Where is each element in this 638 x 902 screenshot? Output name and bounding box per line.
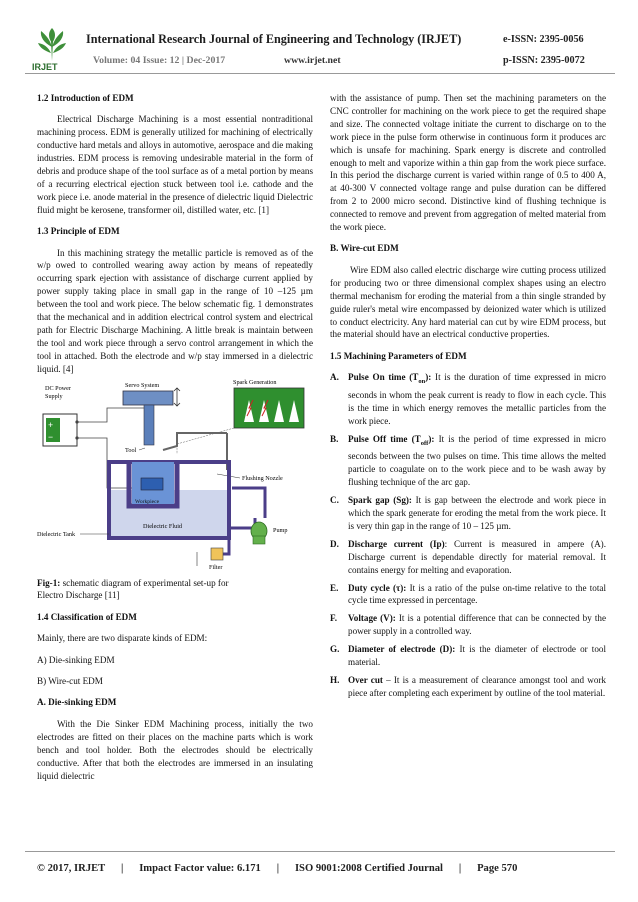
subheading-wire-cut: B. Wire-cut EDM bbox=[330, 243, 399, 254]
param-item-duty-cycle: E. Duty cycle (τ): It is a ratio of the pulse on-time relative to the total cycle time expressed in percentage. bbox=[330, 582, 606, 606]
journal-website[interactable]: www.irjet.net bbox=[284, 55, 341, 66]
param-item-voltage: F. Voltage (V): It is a potential difference that can be connected by the power supply in a controlled way. bbox=[330, 613, 606, 637]
label-dielectric-fluid: Dielectric Fluid bbox=[143, 522, 183, 530]
paragraph-wire-cut: Wire EDM also called electric discharge wire cutting process utilized for producing two or three dimensional complex shapes using an electro thermal mechanism for eroding the material from a thin single stranded by guide ruler's metal wire encompassed by deionized water which is utilized to conduct electricity. Any hard material can cut by wire EDM process, but the material should have an electrical conductive properties. bbox=[330, 264, 606, 340]
journal-title: International Research Journal of Engineering and Technology (IRJET) bbox=[86, 32, 462, 46]
pissn: p-ISSN: 2395-0072 bbox=[503, 55, 585, 66]
irjet-logo-icon bbox=[34, 27, 70, 63]
footer-impact-factor: Impact Factor value: 6.171 bbox=[139, 863, 261, 874]
section-heading-1-5: 1.5 Machining Parameters of EDM bbox=[330, 350, 467, 361]
param-item-pulse-on: A. Pulse On time $(T_{on})$: It is the duration of time expressed in micro seconds in whom the peak current is ready to flow in each cycle. This is the time in which energy removes the metallic particles from the work piece. bbox=[330, 372, 606, 426]
label-supply: Supply bbox=[45, 392, 63, 400]
figure-caption-label: Fig-1: bbox=[37, 577, 61, 588]
param-item-diameter: G. Diameter of electrode (D): It is the diameter of electrode or tool material. bbox=[330, 644, 607, 668]
logo-text: IRJET bbox=[32, 62, 58, 72]
param-item-discharge-current: D. Discharge current (Ip): Current is measured in ampere (A). Discharge current is dependable directly for material removal. It contains energy for melting and evaporation. bbox=[330, 538, 606, 575]
label-spark-generation: Spark Generation bbox=[233, 378, 277, 386]
subheading-die-sinking: A. Die-sinking EDM bbox=[37, 697, 117, 708]
paragraph-classification: Mainly, there are two disparate kinds of EDM: bbox=[37, 633, 208, 644]
section-heading-1-2: 1.2 Introduction of EDM bbox=[37, 93, 134, 103]
paragraph-die-sinking-cont: with the assistance of pump. Then set the machining parameters on the CNC controller for machining on the work piece to get the required shape and size. The connected voltage initiate the current to discharge on to the work piece in the pulse form otherwise in continuous form it produces arc which is unsafe for machining. Spark energy is discrete and controlled enough to melt and vaporize within a thin gap from the work piece surface. In this period the discharge current is varied within range of 0.5 to 400 A, at 40-300 V connected voltage range and pulse duration can be differed from 2 to 2000 micro second. Distinctive kind of flushing technique is connected to remove and prevent from aggregation of melted material from the work piece. bbox=[330, 93, 606, 233]
left-column bbox=[37, 92, 313, 782]
section-heading-1-4: 1.4 Classification of EDM bbox=[37, 611, 137, 622]
eissn: e-ISSN: 2395-0056 bbox=[503, 34, 584, 45]
header-rule bbox=[25, 73, 615, 74]
label-pump: Pump bbox=[273, 526, 288, 534]
section-heading-1-3: 1.3 Principle of EDM bbox=[37, 226, 120, 237]
footer-iso: ISO 9001:2008 Certified Journal bbox=[294, 863, 443, 874]
label-dc-power: DC Power bbox=[45, 384, 71, 392]
param-item-over-cut: H. Over cut – It is a measurement of clearance amongst tool and work piece after completing each experiment by outline of the tool material. bbox=[330, 675, 606, 698]
footer-page-number: Page 570 bbox=[477, 863, 518, 874]
param-item-spark-gap: C. Spark gap (Sg): It is gap between the electrode and work piece in which the spark generate for eroding the metal from the work piece. It is very thin gap in the range of 10 – 125 µm. bbox=[330, 495, 607, 531]
footer-rule bbox=[25, 851, 615, 852]
list-item-die-sinking: A) Die-sinking EDM bbox=[37, 654, 115, 665]
footer-copyright: © 2017, IRJET bbox=[37, 863, 106, 874]
paragraph-die-sinking: With the Die Sinker EDM Machining process, initially the two electrodes are fitted on their places on the machine parts which is work bench and tool holder. Both the electrodes should be electrically conductive. After that both the electrodes are immersed in an insulating liquid dielectric bbox=[37, 718, 313, 781]
minus-sign: − bbox=[48, 431, 54, 442]
figure-caption-line2: Electro Discharge [11] bbox=[37, 590, 120, 601]
label-filter: Filter bbox=[209, 563, 223, 571]
volume-issue: Volume: 04 Issue: 12 | Dec-2017 bbox=[93, 55, 226, 66]
list-item-wire-cut: B) Wire-cut EDM bbox=[37, 676, 103, 687]
paragraph-intro: Electrical Discharge Machining is a most essential nontraditional machining process. EDM is generally utilized for machining of electrically conductive hard metals and alloys in automotive, aerospace and die making industries. EDM process is removing undesirable material in the form of debris and produce shape of the tool surface as of a metal portion by means of a recurring electrical ejection stuck between tool i.e. cathode and the work piece i.e. anode material in the presence of dielectric liquid Dielectric fluid might be kerosene, transformer oil, distilled water, etc. [1] bbox=[37, 114, 313, 215]
label-workpiece: Workpiece bbox=[135, 498, 160, 505]
paragraph-principle: In this machining strategy the metallic particle is removed as of the w/p owed to controlled wearing away action by means of repeatedly occurring spark ejection with assistance of discharge current applied by power supply taking place in small gap in the range of 10 –125 µm between the tool and work piece. The below schematic fig. 1 demonstrates that the mechanical and in addition electrical control system and electrical path for Electric Discharge Machining. A little break is maintain between the tool and work piece through a servo control arrangement in which the tool in attached. Both the electrode and w/p stay immersed in a dielectric liquid. [4] bbox=[37, 247, 313, 374]
label-tool: Tool bbox=[125, 446, 137, 454]
label-dielectric-tank: Dielectric Tank bbox=[37, 530, 76, 538]
edm-schematic-figure bbox=[37, 378, 313, 573]
param-item-pulse-off: B. Pulse Off time $(T_{off})$: It is the period of time expressed in micro seconds between the two pulses on time. This time allows the melted particle to coagulate on to the work piece and to be wash away by flushing technique of the arc gap. bbox=[330, 433, 606, 488]
label-servo-system: Servo System bbox=[125, 381, 160, 389]
figure-caption-text: schematic diagram of experimental set-up for bbox=[60, 577, 229, 588]
label-flushing-nozzle: Flushing Nozzle bbox=[242, 474, 283, 482]
right-column bbox=[330, 92, 606, 700]
plus-sign: + bbox=[48, 419, 54, 430]
page-footer: © 2017, IRJET | Impact Factor value: 6.171 | ISO 9001:2008 Certified Journal | Page 570 bbox=[37, 863, 518, 874]
figure-caption bbox=[37, 577, 313, 590]
